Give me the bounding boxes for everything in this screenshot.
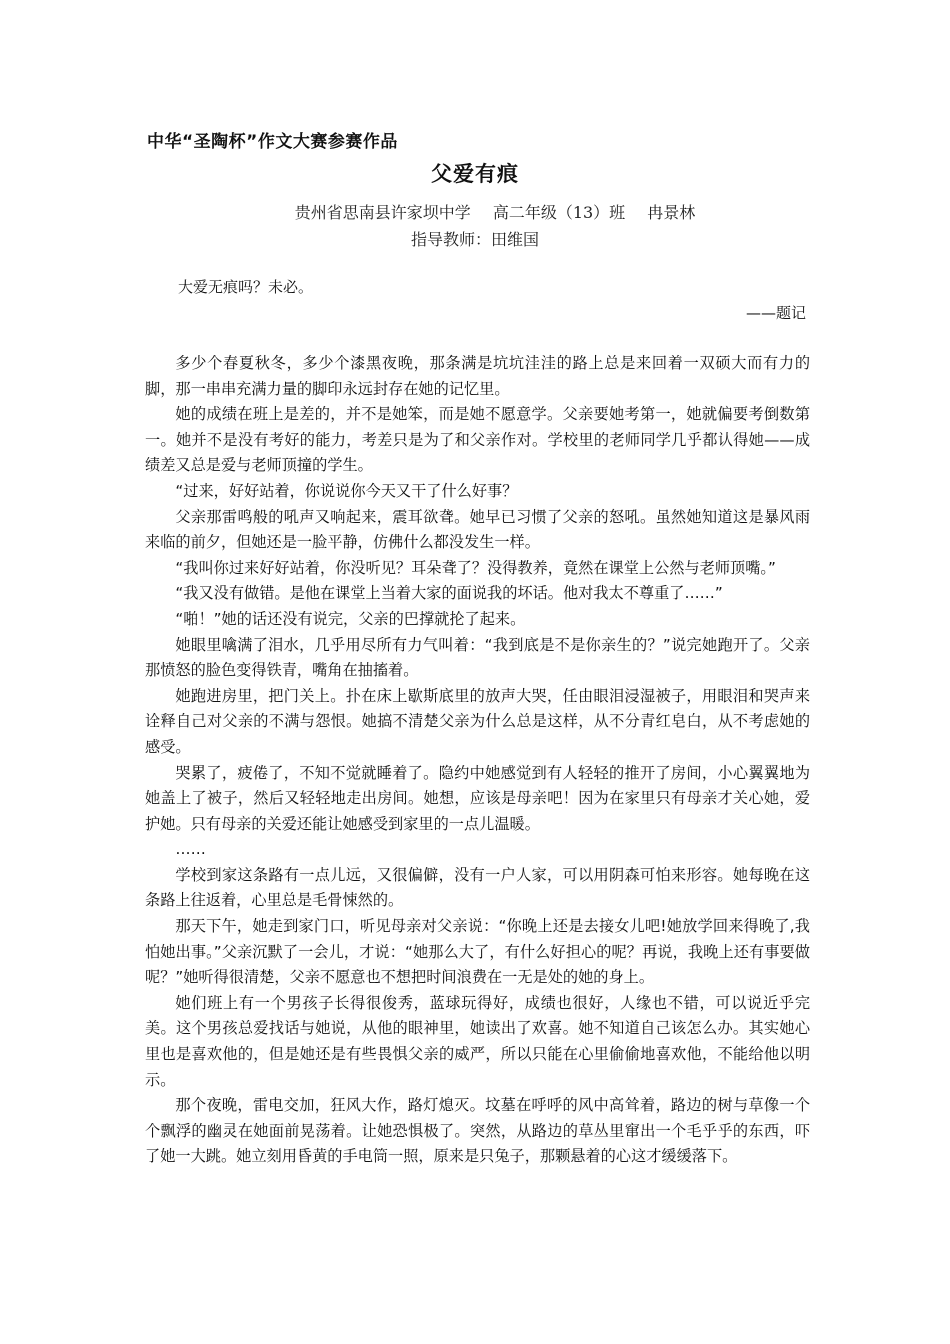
school-name: 贵州省思南县许家坝中学 (294, 203, 471, 222)
paragraph: 哭累了，疲倦了，不知不觉就睡着了。隐约中她感觉到有人轻轻的推开了房间，小心翼翼地为她盖上了被子，然后又轻轻地走出房间。她想，应该是母亲吧！因为在家里只有母亲才关心她，爱护她。只有母亲的关爱还能让她感受到家里的一点儿温暖。 (145, 763, 810, 833)
paragraph: 父亲那雷鸣般的吼声又响起来，震耳欲聋。她早已习惯了父亲的怒吼。虽然她知道这是暴风雨来临的前夕，但她还是一脸平静，仿佛什么都没发生一样。 (145, 507, 810, 552)
class-name: 高二年级（13）班 (492, 203, 626, 222)
paragraph: 她跑进房里，把门关上。扑在床上歇斯底里的放声大哭，任由眼泪浸湿被子，用眼泪和哭声来诠释自己对父亲的不满与怨恨。她搞不清楚父亲为什么总是这样，从不分青红皂白，从不考虑她的感受。 (145, 686, 810, 756)
essay-title: 父爱有痕 (431, 162, 519, 186)
ellipsis-break: …… (175, 840, 206, 859)
teacher-line: 指导教师：田维国 (410, 230, 539, 249)
epigraph-text: 大爱无痕吗？未必。 (178, 278, 314, 296)
paragraph: 她的成绩在班上是差的，并不是她笨，而是她不愿意学。父亲要她考第一，她就偏要考倒数第一。她并不是没有考好的能力，考差只是为了和父亲作对。学校里的老师同学几乎都认得她——成绩差又总是爱与老师顶撞的学生。 (145, 405, 810, 475)
paragraph: 她们班上有一个男孩子长得很俊秀，蓝球玩得好，成绩也很好，人缘也不错，可以说近乎完美。这个男孩总爱找话与她说，从他的眼神里，她读出了欢喜。她不知道自己该怎么办。其实她心里也是喜欢他的，但是她还是有些畏惧父亲的威严，所以只能在心里偷偷地喜欢他，不能给他以明示。 (145, 993, 810, 1089)
author-byline (0, 200, 950, 223)
paragraph: 她眼里噙满了泪水，几乎用尽所有力气叫着：“我到底是不是你亲生的？”说完她跑开了。父亲那愤怒的脸色变得铁青，嘴角在抽搐着。 (145, 635, 810, 680)
author-name: 冉景林 (647, 203, 696, 222)
competition-header: 中华“圣陶杯”作文大赛参赛作品 (147, 132, 398, 152)
paragraph: 那天下午，她走到家门口，听见母亲对父亲说：“你晚上还是去接女儿吧!她放学回来得晚了,我怕她出事。”父亲沉默了一会儿，才说：“她那么大了，有什么好担心的呢？再说，我晚上还有事要做呢？”她听得很清楚，父亲不愿意也不想把时间浪费在一无是处的她的身上。 (145, 917, 810, 987)
essay-body (145, 351, 810, 1170)
paragraph: “我又没有做错。是他在课堂上当着大家的面说我的坏话。他对我太不尊重了……” (175, 584, 723, 603)
epigraph-sign: ——题记 (745, 304, 806, 322)
paragraph: “啪！”她的话还没有说完，父亲的巴撑就抡了起来。 (175, 609, 526, 628)
paragraph: 那个夜晚，雷电交加，狂风大作，路灯熄灭。坟墓在呼呼的风中高耸着，路边的树与草像一个个飘浮的幽灵在她面前晃荡着。让她恐惧极了。突然，从路边的草丛里窜出一个毛乎乎的东西，吓了她一大跳。她立刻用昏黄的手电筒一照，原来是只兔子，那颗悬着的心这才缓缓落下。 (145, 1096, 810, 1166)
paragraph: 学校到家这条路有一点儿远，又很偏僻，没有一户人家，可以用阴森可怕来形容。她每晚在这条路上往返着，心里总是毛骨悚然的。 (145, 865, 810, 910)
paragraph: “过来，好好站着，你说说你今天又干了什么好事？ (175, 481, 518, 500)
paragraph: “我叫你过来好好站着，你没听见？耳朵聋了？没得教养，竟然在课堂上公然与老师顶嘴。” (175, 558, 776, 577)
paragraph: 多少个春夏秋冬，多少个漆黑夜晚，那条满是坑坑洼洼的路上总是来回着一双硕大而有力的脚，那一串串充满力量的脚印永远封存在她的记忆里。 (145, 354, 810, 398)
